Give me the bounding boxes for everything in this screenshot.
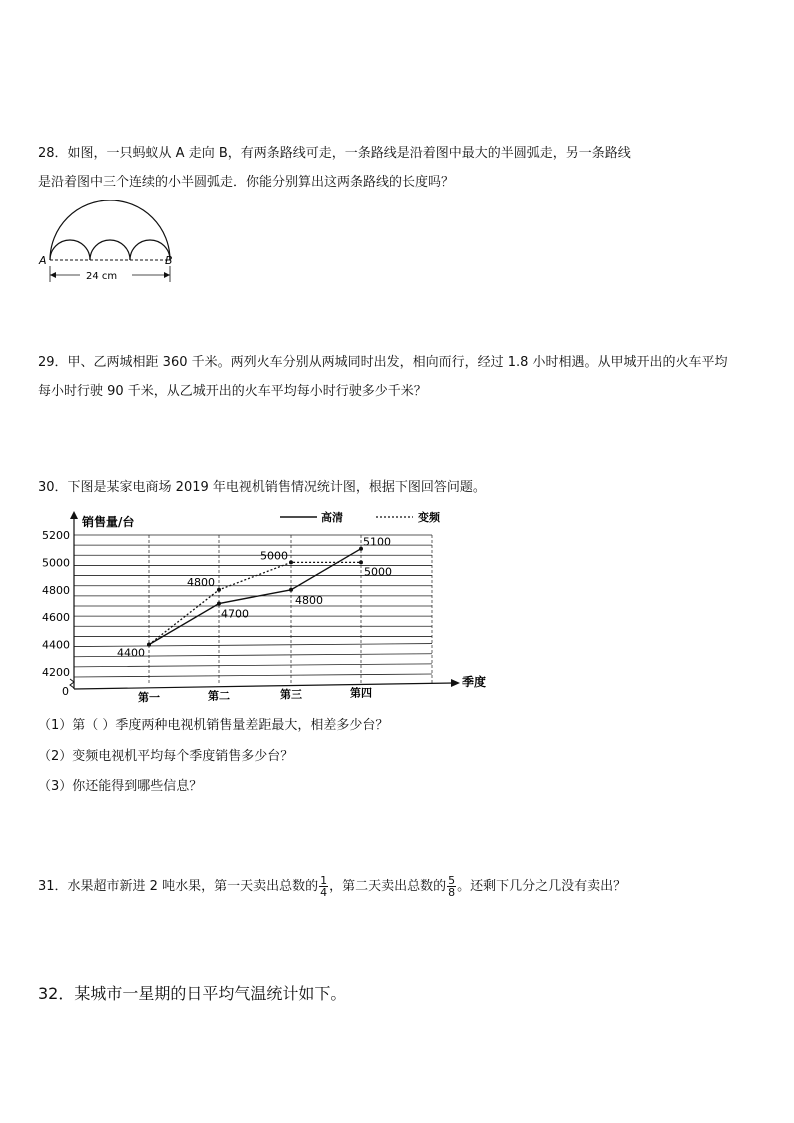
y-tick-label: 4200: [42, 666, 70, 679]
y-tick-label: 4600: [42, 611, 70, 625]
grid-line: [74, 664, 432, 667]
y-tick-label: 5000: [42, 556, 70, 570]
data-label: 5000: [364, 565, 392, 579]
data-point: [289, 588, 293, 592]
x-axis-label: 季度: [462, 675, 487, 689]
series-line-hd: [149, 549, 361, 645]
small-semicircle-arc-3: [130, 240, 170, 260]
point-a-label: A: [39, 254, 47, 267]
data-label: 4800: [187, 575, 215, 589]
data-point: [217, 588, 221, 592]
large-semicircle-arc: [50, 200, 170, 260]
small-semicircle-arc-2: [90, 240, 130, 260]
question-28-line2: 是沿着图中三个连续的小半圆弧走．你能分别算出这两条路线的长度吗？: [38, 175, 455, 190]
data-point: [147, 643, 151, 647]
data-label: 5100: [363, 535, 391, 549]
x-tick-label: 第三: [280, 688, 302, 701]
question-31-part1: 31．水果超市新进 2 吨水果，第一天卖出总数的: [38, 879, 319, 894]
data-point: [359, 560, 363, 564]
question-30-sub3: （3）你还能得到哪些信息？: [38, 779, 203, 794]
question-30-sub2: （2）变频电视机平均每个季度销售多少台？: [38, 749, 294, 764]
x-tick-label: 第四: [350, 686, 372, 700]
question-31: [38, 872, 763, 901]
point-b-label: B: [165, 254, 173, 267]
question-31-part2: ，第二天卖出总数的: [329, 879, 447, 894]
fraction-one-quarter: $\frac{1}{4}$: [320, 874, 328, 899]
series-line-inverter: [149, 562, 361, 644]
y-axis-label: 销售量/台: [82, 515, 135, 529]
x-axis: [74, 683, 454, 689]
x-axis-arrow: [451, 679, 460, 687]
x-tick-label: 第二: [208, 689, 230, 703]
data-label: 4800: [295, 593, 323, 607]
legend-label-inverter: 变频: [418, 511, 440, 524]
question-28: [38, 139, 763, 197]
question-28-line1: 28．如图，一只蚂蚁从 A 走向 B，有两条路线可走，一条路线是沿着图中最大的半圆弧走，另一条路线: [38, 146, 631, 161]
data-label: 4700: [221, 607, 249, 621]
chart-series: [147, 547, 363, 647]
data-point: [289, 560, 293, 564]
question-29-line2: 每小时行驶 90 千米，从乙城开出的火车平均每小时行驶多少千米？: [38, 384, 427, 399]
question-30-intro: 30．下图是某家电商场 2019 年电视机销售情况统计图，根据下图回答问题。: [38, 480, 486, 495]
sales-line-chart: [30, 505, 500, 705]
question-30-sub1: （1）第（ ）季度两种电视机销售量差距最大，相差多少台？: [38, 718, 389, 733]
data-label: 5000: [260, 549, 288, 563]
chart-legend: [280, 510, 441, 524]
question-31-part3: 。还剩下几分之几没有卖出？: [457, 879, 627, 894]
measure-label: 24 cm: [86, 271, 118, 282]
question-29: [38, 348, 763, 406]
small-semicircle-arc-1: [50, 240, 90, 260]
chart-gridlines: [74, 535, 432, 683]
question-29-line1: 29．甲、乙两城相距 360 千米。两列火车分别从两城同时出发，相向而行，经过 1.8 小时相遇。从甲城开出的火车平均: [38, 355, 728, 370]
y-tick-label: 4400: [42, 638, 70, 652]
question-32: 32．某城市一星期的日平均气温统计如下。: [38, 984, 347, 1003]
question-30: [38, 473, 763, 502]
legend-label-hd: 高清: [321, 511, 343, 524]
origin-label: 0: [62, 685, 69, 698]
semicircle-figure: [34, 200, 184, 288]
x-tick-label: 第一: [138, 691, 160, 704]
fraction-five-eighths: $\frac{5}{8}$: [448, 874, 456, 899]
data-label: 4400: [117, 646, 145, 660]
data-point: [217, 602, 221, 606]
chart-axes: [70, 511, 460, 689]
y-tick-label: 5200: [42, 529, 70, 542]
grid-line: [74, 674, 432, 677]
y-tick-label: 4800: [42, 583, 70, 597]
y-axis-arrow: [70, 511, 78, 519]
